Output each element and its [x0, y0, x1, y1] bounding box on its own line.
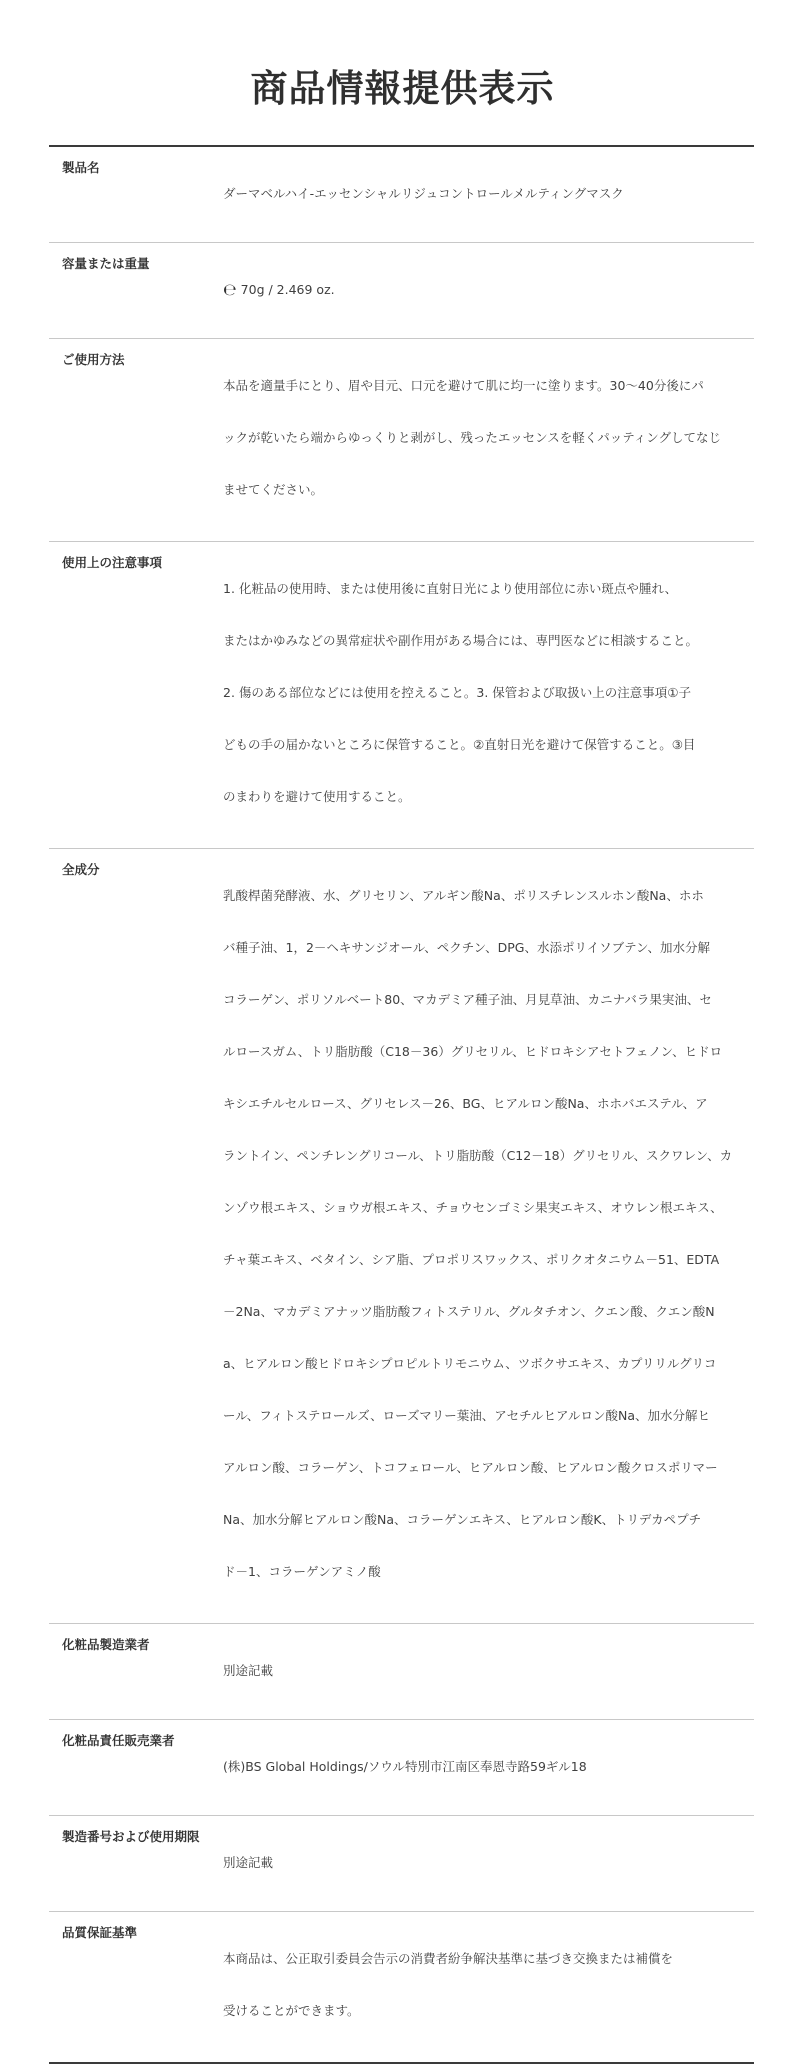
value-line: ール、フィトステロールズ、ローズマリー葉油、アセチルヒアルロン酸Na、加水分解ヒ — [223, 1408, 711, 1423]
row-manufacturer — [49, 1624, 754, 1720]
row-value — [223, 347, 754, 529]
value-line: バ種子油、1，2－ヘキサンジオール、ペクチン、DPG、水添ポリイソブテン、加水分解 — [223, 940, 710, 955]
row-distributor — [49, 1720, 754, 1816]
value-line: ラントイン、ペンチレングリコール、トリ脂肪酸（C12－18）グリセリル、スクワレン、カ — [223, 1148, 733, 1163]
row-label: 化粧品責任販売業者 — [62, 1733, 175, 1748]
value-line: 別途記載 — [223, 1663, 274, 1678]
row-quality-guarantee — [49, 1912, 754, 2064]
value-line: 別途記載 — [223, 1855, 274, 1870]
value-line: ルロースガム、トリ脂肪酸（C18－36）グリセリル、ヒドロキシアセトフェノン、ヒドロ — [223, 1044, 723, 1059]
value-line: (株)BS Global Holdings/ソウル特別市江南区奉恩寺路59ギル18 — [223, 1759, 587, 1774]
value-line: アルロン酸、コラーゲン、トコフェロール、ヒアルロン酸、ヒアルロン酸クロスポリマー — [223, 1460, 718, 1475]
row-label: 全成分 — [62, 862, 100, 877]
row-volume — [49, 243, 754, 339]
page-title: 商品情報提供表示 — [250, 67, 555, 110]
row-value — [223, 857, 754, 1611]
row-value — [223, 550, 754, 836]
row-value — [223, 251, 754, 329]
row-value — [223, 1728, 754, 1806]
value-line: チャ葉エキス、ベタイン、シア脂、プロポリスワックス、ポリクオタニウム－51、EDTA — [223, 1252, 720, 1267]
value-line: 1. 化粧品の使用時、または使用後に直射日光により使用部位に赤い斑点や腫れ、 — [223, 581, 678, 596]
row-value — [223, 155, 754, 233]
value-line: キシエチルセルロース、グリセレス－26、BG、ヒアルロン酸Na、ホホバエステル、ア — [223, 1096, 708, 1111]
row-product-name — [49, 147, 754, 243]
value-line: ックが乾いたら端からゆっくりと剥がし、残ったエッセンスを軽くパッティングしてなじ — [223, 430, 722, 445]
product-info-table — [49, 145, 754, 2064]
row-label: 製造番号および使用期限 — [62, 1829, 200, 1844]
value-line: ンゾウ根エキス、ショウガ根エキス、チョウセンゴミシ果実エキス、オウレン根エキス、 — [223, 1200, 723, 1215]
value-line: 乳酸桿菌発酵液、水、グリセリン、アルギン酸Na、ポリスチレンスルホン酸Na、ホホ — [223, 888, 704, 903]
e-estimated-sign-icon: ℮ — [223, 280, 237, 299]
row-label: 化粧品製造業者 — [62, 1637, 150, 1652]
value-text: 70g / 2.469 oz. — [240, 282, 335, 297]
value-line: ド－1、コラーゲンアミノ酸 — [223, 1564, 381, 1579]
value-line: どもの手の届かないところに保管すること。②直射日光を避けて保管すること。③目 — [223, 737, 696, 752]
value-line: 本品を適量手にとり、眉や目元、口元を避けて肌に均一に塗ります。30〜40分後にパ — [223, 378, 704, 393]
row-label: 製品名 — [62, 160, 100, 175]
row-label: 使用上の注意事項 — [62, 555, 163, 570]
value-line: a、ヒアルロン酸ヒドロキシプロピルトリモニウム、ツボクサエキス、カプリリルグリコ — [223, 1356, 717, 1371]
value-line: コラーゲン、ポリソルベート80、マカデミア種子油、月見草油、カニナバラ果実油、セ — [223, 992, 712, 1007]
value-line: 本商品は、公正取引委員会告示の消費者紛争解決基準に基づき交換または補償を — [223, 1951, 674, 1966]
row-usage — [49, 339, 754, 542]
row-ingredients — [49, 849, 754, 1624]
row-label: ご使用方法 — [62, 352, 125, 367]
value-line: ダーマベルハイ-エッセンシャルリジュコントロールメルティングマスク — [223, 186, 624, 201]
value-line: のまわりを避けて使用すること。 — [223, 789, 411, 804]
value-line: －2Na、マカデミアナッツ脂肪酸フィトステリル、グルタチオン、クエン酸、クエン酸N — [223, 1304, 715, 1319]
value-line: 受けることができます。 — [223, 2003, 360, 2018]
value-line: 2. 傷のある部位などには使用を控えること。3. 保管および取扱い上の注意事項①子 — [223, 685, 692, 700]
row-value — [223, 1632, 754, 1710]
row-lot-expiry — [49, 1816, 754, 1912]
value-line: ませてください。 — [223, 482, 324, 497]
row-label: 容量または重量 — [62, 256, 150, 271]
row-value — [223, 1920, 754, 2050]
row-value — [223, 1824, 754, 1902]
value-line: Na、加水分解ヒアルロン酸Na、コラーゲンエキス、ヒアルロン酸K、トリデカペプチ — [223, 1512, 702, 1527]
row-label: 品質保証基準 — [62, 1925, 138, 1940]
row-precautions — [49, 542, 754, 849]
value-line: またはかゆみなどの異常症状や副作用がある場合には、専門医などに相談すること。 — [223, 633, 699, 648]
